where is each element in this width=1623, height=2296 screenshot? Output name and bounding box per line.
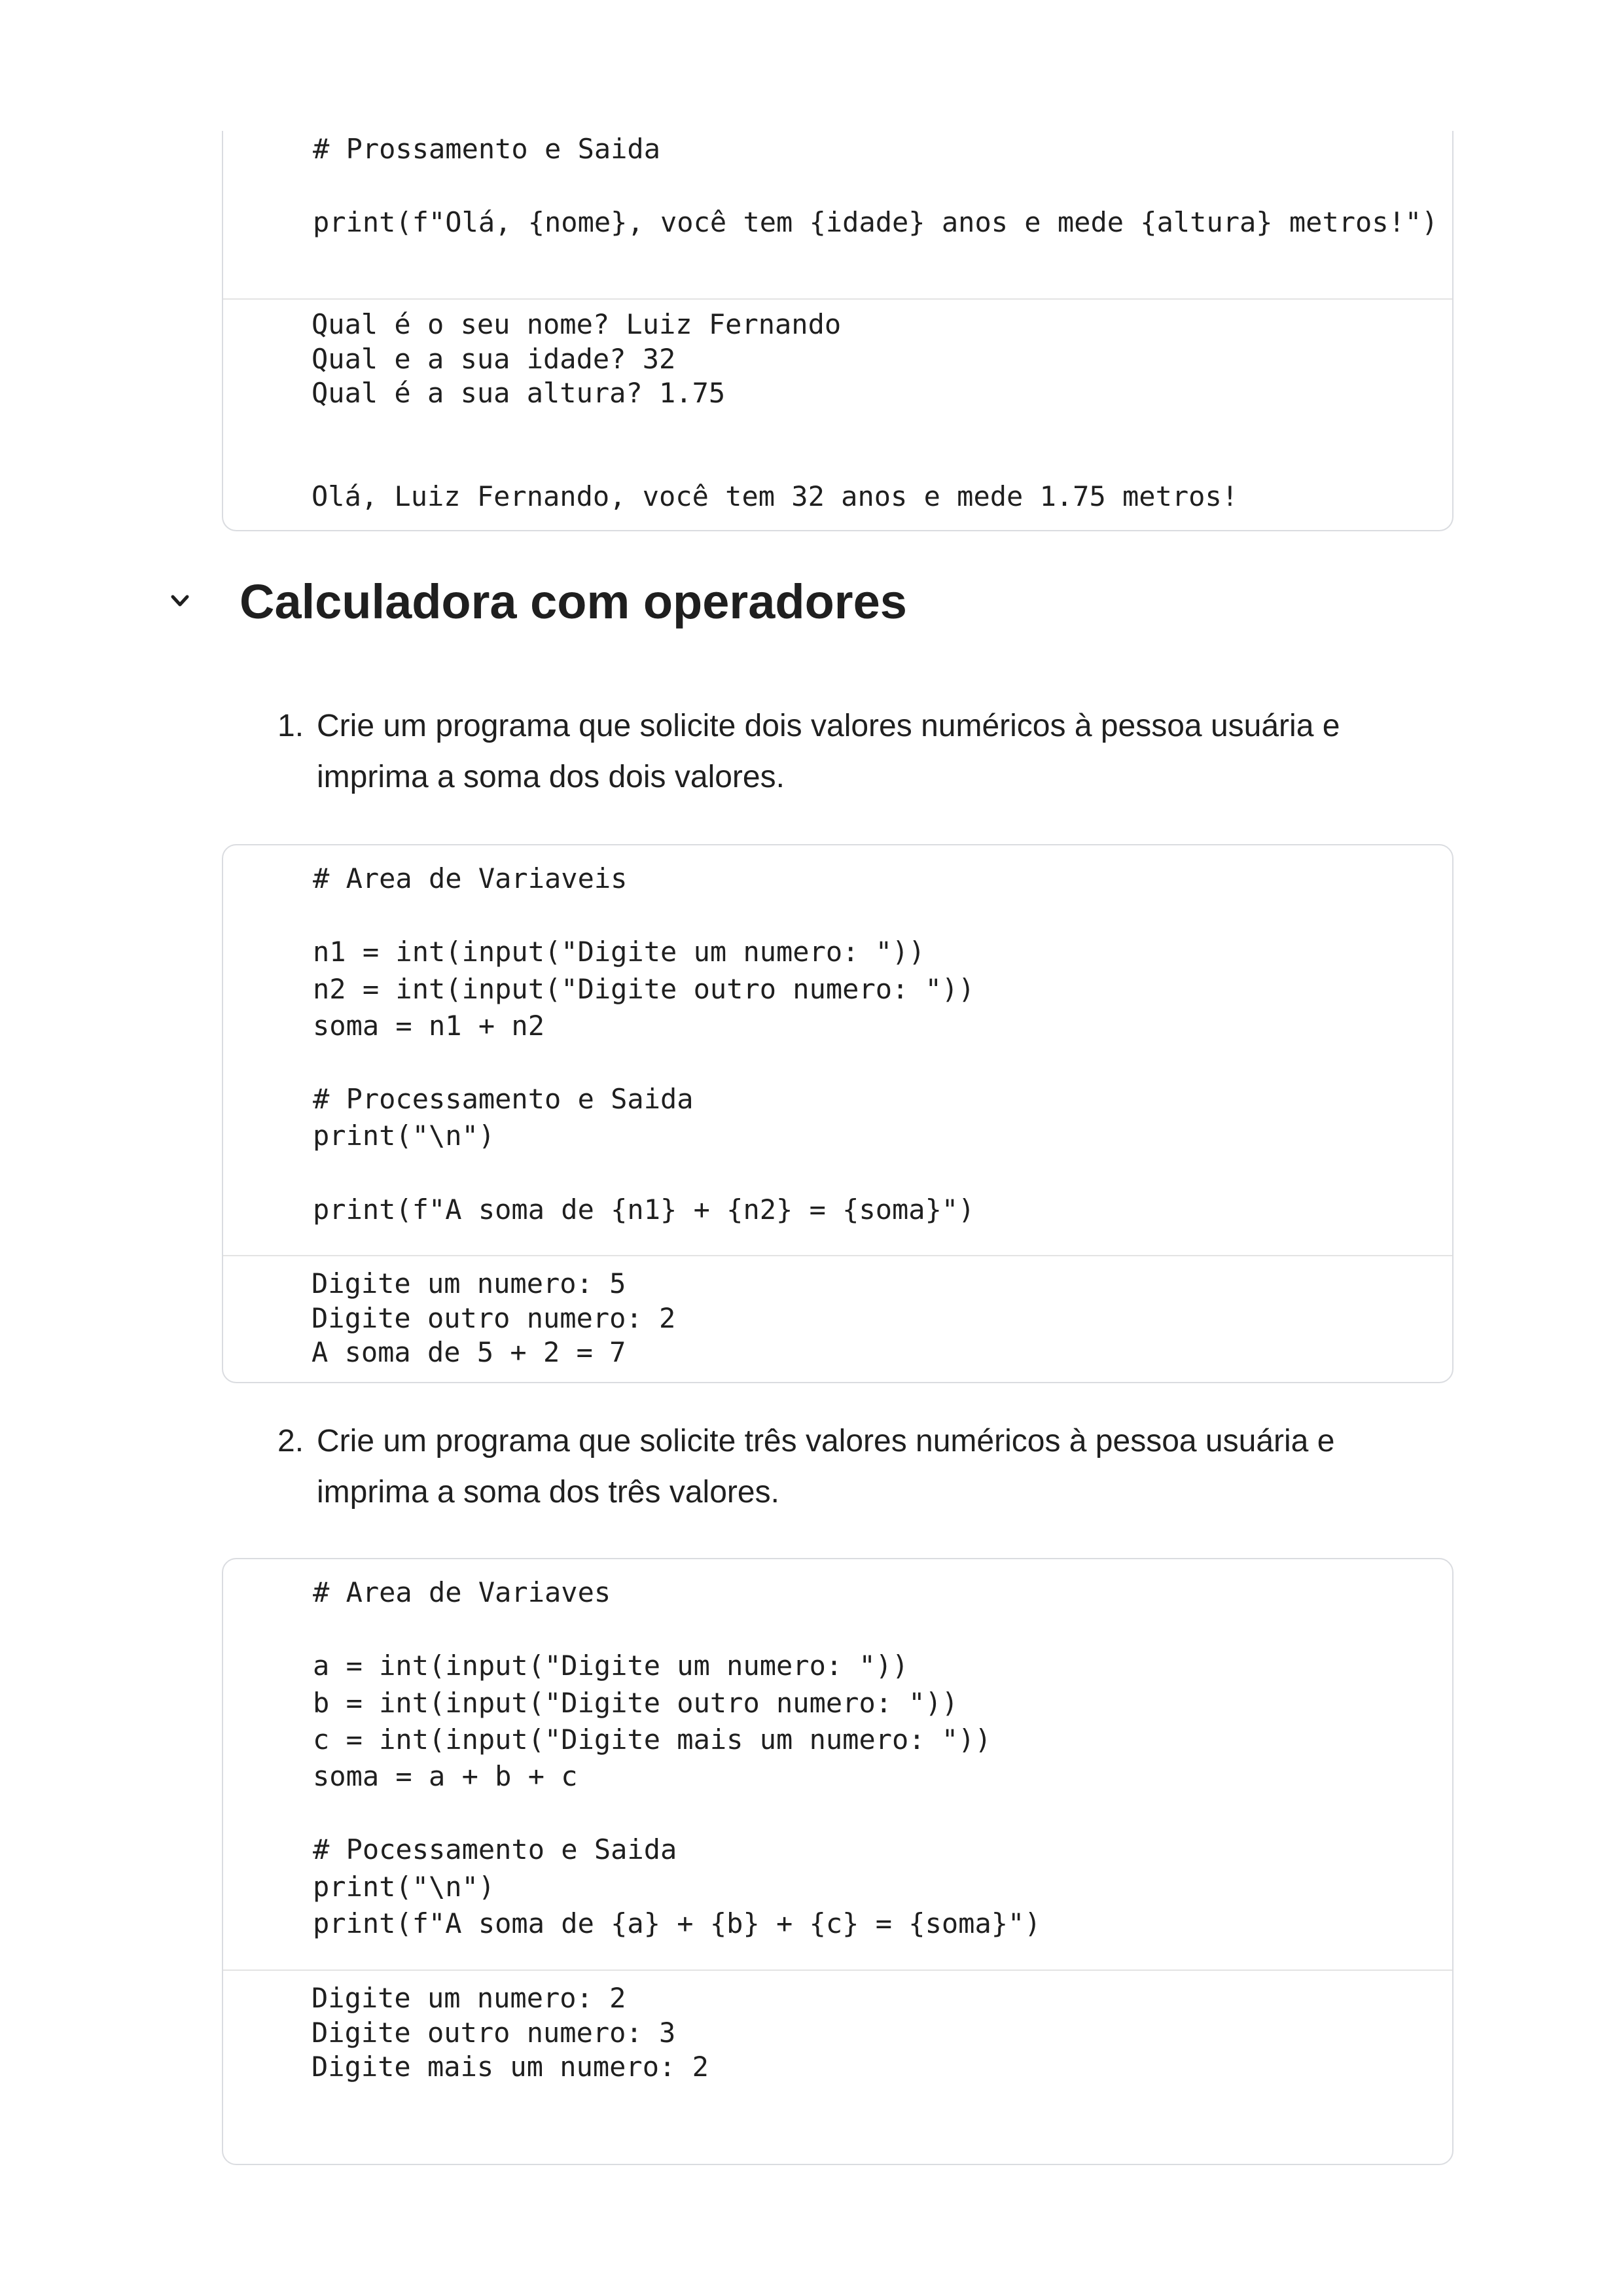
code-editor[interactable] xyxy=(223,1559,1452,1969)
code-text[interactable]: # Area de Variaves a = int(input("Digite um numero: ")) b = int(input("Digite outro numero: ")) c = int(input("Digite mais um numero: ")) soma = a + b + c # Pocessamento e Saida print("\n") print(f"A soma de {a} + {b} + {c} = {soma}") xyxy=(313,1576,1041,1939)
output-text: Qual é o seu nome? Luiz Fernando Qual e a sua idade? 32 Qual é a sua altura? 1.75 Olá, Luiz Fernando, você tem 32 anos e mede 1.75 metros! xyxy=(312,308,1239,512)
chevron-down-icon[interactable] xyxy=(164,590,196,614)
task-text: imprima a soma dos três valores. xyxy=(317,1475,779,1510)
code-text[interactable]: # Prossamento e Saida print(f"Olá, {nome}, você tem {idade} anos e mede {altura} metros!") xyxy=(313,133,1438,239)
task-text: imprima a soma dos dois valores. xyxy=(317,760,785,794)
code-cell-sum-two[interactable] xyxy=(222,844,1454,1383)
section-title: Calculadora com operadores xyxy=(240,574,907,629)
code-cell-sum-three[interactable] xyxy=(222,1558,1454,2165)
cell-output xyxy=(223,1969,1452,2165)
code-text[interactable]: # Area de Variaveis n1 = int(input("Digite um numero: ")) n2 = int(input("Digite outro numero: ")) soma = n1 + n2 # Processamento e Saida print("\n") print(f"A soma de {n1} + {n2} = {soma}") xyxy=(313,862,975,1226)
output-text: Digite um numero: 5 Digite outro numero: 2 A soma de 5 + 2 = 7 xyxy=(312,1267,676,1368)
task-number: 2. xyxy=(277,1424,304,1458)
code-editor[interactable] xyxy=(223,131,1452,298)
cell-output xyxy=(223,1255,1452,1383)
task-text: Crie um programa que solicite dois valores numéricos à pessoa usuária e xyxy=(317,709,1340,743)
task-text: Crie um programa que solicite três valores numéricos à pessoa usuária e xyxy=(317,1424,1335,1458)
section-header xyxy=(164,569,1407,635)
task-item xyxy=(277,701,1390,803)
code-editor[interactable] xyxy=(223,845,1452,1255)
output-text: Digite um numero: 2 Digite outro numero: 3 Digite mais um numero: 2 xyxy=(312,1982,709,2083)
cell-output xyxy=(223,298,1452,531)
task-item xyxy=(277,1416,1390,1518)
code-cell-greeting[interactable] xyxy=(222,131,1454,531)
task-number: 1. xyxy=(277,709,304,743)
